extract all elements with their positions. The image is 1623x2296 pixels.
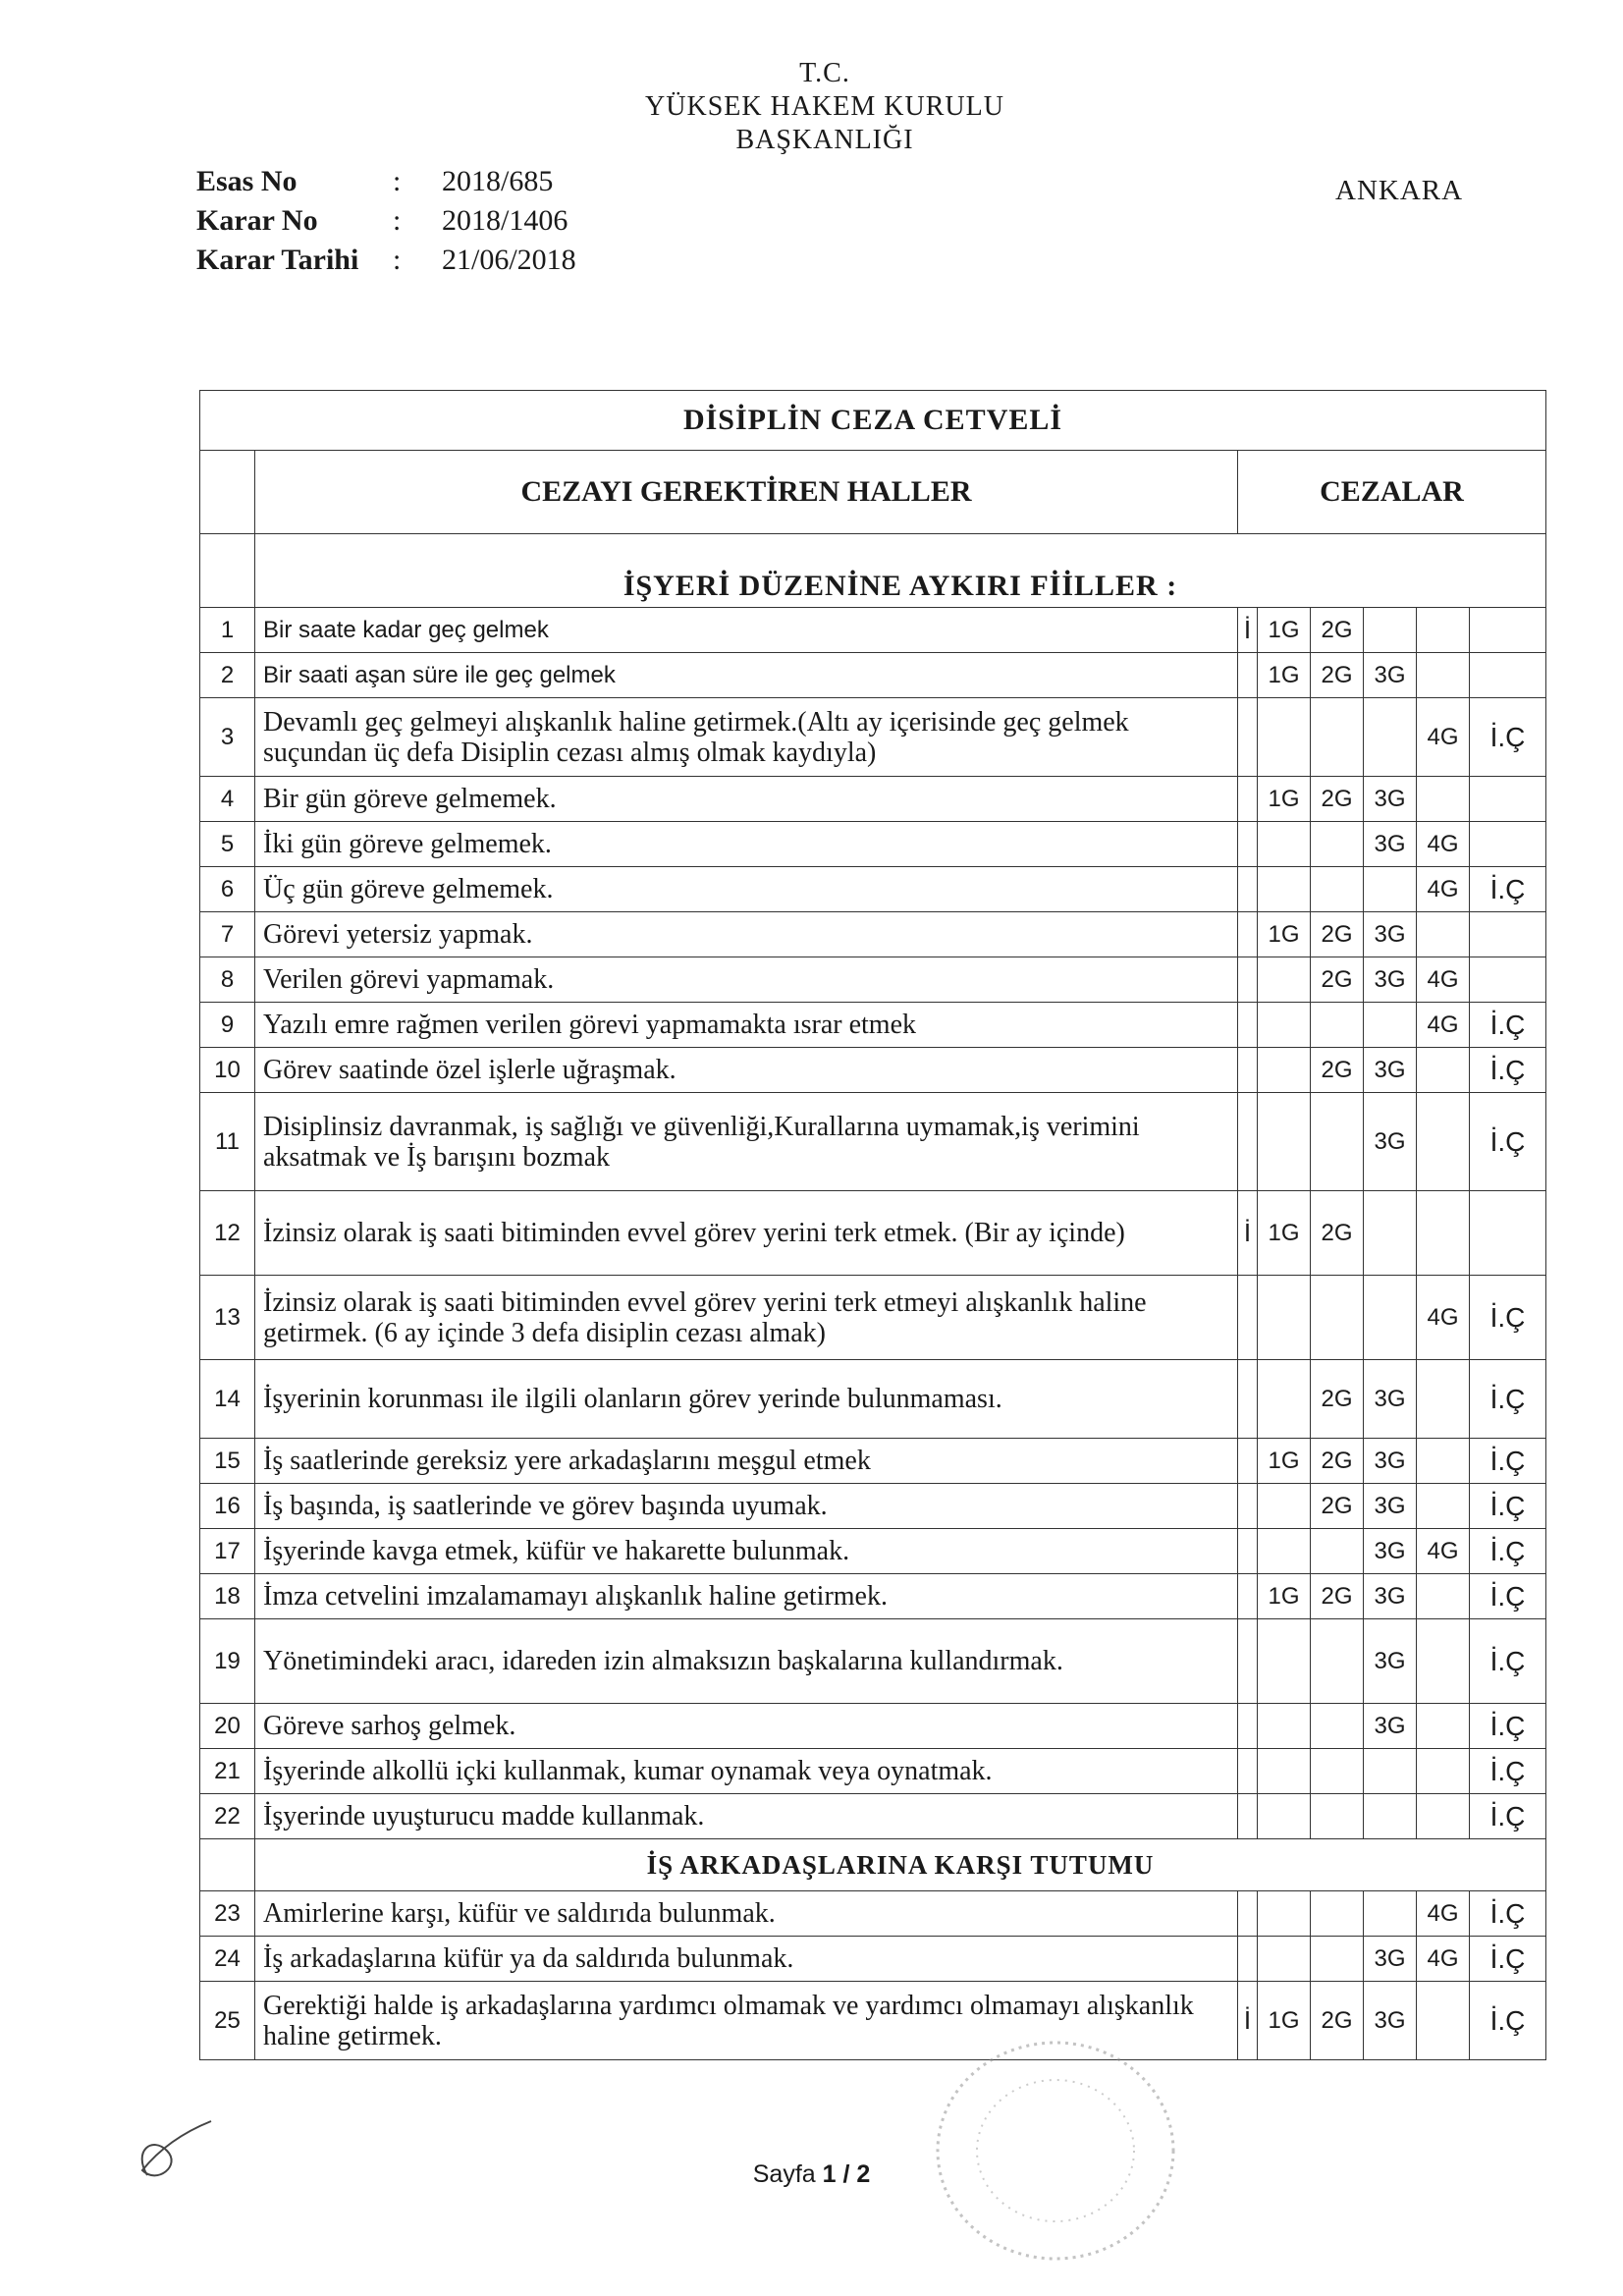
penalty-1g: 1G	[1258, 1191, 1311, 1276]
penalty-1g: 1G	[1258, 608, 1311, 653]
penalty-3g: 3G	[1364, 1484, 1417, 1529]
row-number: 24	[200, 1937, 255, 1982]
penalty-1g: 1G	[1258, 653, 1311, 698]
penalty-1g	[1258, 1093, 1311, 1191]
page-number: 1 / 2	[822, 2160, 871, 2188]
penalty-warning	[1238, 957, 1258, 1003]
penalty-dismissal: İ.Ç	[1470, 1093, 1546, 1191]
column-header-conditions: CEZAYI GEREKTİREN HALLER	[255, 451, 1238, 534]
penalty-4g	[1417, 1093, 1470, 1191]
penalty-dismissal	[1470, 822, 1546, 867]
penalty-4g: 4G	[1417, 822, 1470, 867]
offense-description: İşyerinde uyuşturucu madde kullanmak.	[255, 1794, 1238, 1839]
offense-description: İmza cetvelini imzalamamayı alışkanlık haline getirmek.	[255, 1574, 1238, 1619]
penalty-warning	[1238, 1439, 1258, 1484]
row-number: 14	[200, 1360, 255, 1439]
row-number: 25	[200, 1982, 255, 2060]
penalty-dismissal: İ.Ç	[1470, 1619, 1546, 1704]
row-number: 20	[200, 1704, 255, 1749]
penalty-3g	[1364, 698, 1417, 777]
penalty-3g: 3G	[1364, 777, 1417, 822]
penalty-3g	[1364, 867, 1417, 912]
table-row	[200, 1891, 1546, 1937]
penalty-3g: 3G	[1364, 1529, 1417, 1574]
penalty-4g	[1417, 1982, 1470, 2060]
table-row	[200, 1191, 1546, 1276]
city-label: ANKARA	[1335, 175, 1464, 206]
penalty-2g	[1311, 1749, 1364, 1794]
offense-description: Göreve sarhoş gelmek.	[255, 1704, 1238, 1749]
penalty-1g	[1258, 1794, 1311, 1839]
penalty-2g	[1311, 1619, 1364, 1704]
penalty-warning	[1238, 698, 1258, 777]
offense-description: Görev saatinde özel işlerle uğraşmak.	[255, 1048, 1238, 1093]
row-number: 5	[200, 822, 255, 867]
penalty-3g: 3G	[1364, 1360, 1417, 1439]
penalty-4g: 4G	[1417, 1003, 1470, 1048]
penalty-2g	[1311, 1529, 1364, 1574]
penalty-warning: İ	[1238, 1982, 1258, 2060]
table-row	[200, 608, 1546, 653]
penalty-dismissal: İ.Ç	[1470, 1439, 1546, 1484]
page-label: Sayfa	[752, 2160, 823, 2188]
penalty-2g: 2G	[1311, 912, 1364, 957]
penalty-3g: 3G	[1364, 1982, 1417, 2060]
penalty-2g	[1311, 1937, 1364, 1982]
penalty-2g	[1311, 1093, 1364, 1191]
penalty-1g	[1258, 698, 1311, 777]
offense-description: Bir gün göreve gelmemek.	[255, 777, 1238, 822]
penalty-warning	[1238, 1891, 1258, 1937]
meta-value: 2018/1406	[442, 204, 568, 237]
penalty-3g	[1364, 608, 1417, 653]
penalty-dismissal: İ.Ç	[1470, 1048, 1546, 1093]
penalty-4g	[1417, 1619, 1470, 1704]
header-line-tc: T.C.	[799, 58, 850, 88]
penalty-dismissal	[1470, 1191, 1546, 1276]
penalty-dismissal: İ.Ç	[1470, 1704, 1546, 1749]
offense-description: Verilen görevi yapmamak.	[255, 957, 1238, 1003]
penalty-warning	[1238, 1574, 1258, 1619]
row-number: 11	[200, 1093, 255, 1191]
penalty-4g	[1417, 1794, 1470, 1839]
table-row	[200, 1937, 1546, 1982]
row-number: 16	[200, 1484, 255, 1529]
offense-description: İş arkadaşlarına küfür ya da saldırıda bulunmak.	[255, 1937, 1238, 1982]
row-number: 10	[200, 1048, 255, 1093]
row-number: 21	[200, 1749, 255, 1794]
penalty-1g	[1258, 1619, 1311, 1704]
penalty-warning	[1238, 1048, 1258, 1093]
penalty-2g	[1311, 1704, 1364, 1749]
table-row	[200, 1360, 1546, 1439]
penalty-table	[199, 390, 1546, 2060]
meta-label: Karar No	[196, 204, 318, 237]
table-row	[200, 698, 1546, 777]
penalty-2g: 2G	[1311, 1191, 1364, 1276]
penalty-4g	[1417, 608, 1470, 653]
penalty-dismissal: İ.Ç	[1470, 1484, 1546, 1529]
official-seal-stamp	[908, 2023, 1203, 2278]
offense-description: Gerektiği halde iş arkadaşlarına yardımcı olmamak ve yardımcı olmamayı alışkanlık haline getirmek.	[255, 1982, 1238, 2060]
penalty-4g	[1417, 1439, 1470, 1484]
penalty-3g	[1364, 1794, 1417, 1839]
table-title: DİSİPLİN CEZA CETVELİ	[200, 391, 1546, 451]
penalty-2g	[1311, 1794, 1364, 1839]
penalty-dismissal: İ.Ç	[1470, 1276, 1546, 1360]
penalty-warning	[1238, 653, 1258, 698]
penalty-warning	[1238, 912, 1258, 957]
table-row	[200, 1048, 1546, 1093]
table-row	[200, 1439, 1546, 1484]
penalty-1g: 1G	[1258, 1439, 1311, 1484]
penalty-warning	[1238, 867, 1258, 912]
header-line-presidency: BAŞKANLIĞI	[735, 125, 914, 155]
penalty-dismissal: İ.Ç	[1470, 1891, 1546, 1937]
table-row	[200, 653, 1546, 698]
penalty-3g	[1364, 1276, 1417, 1360]
offense-description: Yazılı emre rağmen verilen görevi yapmamakta ısrar etmek	[255, 1003, 1238, 1048]
penalty-3g	[1364, 1749, 1417, 1794]
penalty-1g	[1258, 1360, 1311, 1439]
penalty-1g	[1258, 1749, 1311, 1794]
offense-description: Bir saati aşan süre ile geç gelmek	[255, 653, 1238, 698]
offense-description: İzinsiz olarak iş saati bitiminden evvel görev yerini terk etmeyi alışkanlık haline getirmek. (6 ay içinde 3 defa disiplin cezası almak)	[255, 1276, 1238, 1360]
table-row	[200, 777, 1546, 822]
penalty-dismissal: İ.Ç	[1470, 1937, 1546, 1982]
penalty-1g	[1258, 1529, 1311, 1574]
penalty-warning	[1238, 1529, 1258, 1574]
offense-description: İşyerinin korunması ile ilgili olanların görev yerinde bulunmaması.	[255, 1360, 1238, 1439]
penalty-1g	[1258, 1003, 1311, 1048]
meta-row-esas	[196, 162, 576, 201]
penalty-2g: 2G	[1311, 1574, 1364, 1619]
penalty-3g	[1364, 1191, 1417, 1276]
offense-description: İzinsiz olarak iş saati bitiminden evvel görev yerini terk etmek. (Bir ay içinde)	[255, 1191, 1238, 1276]
penalty-dismissal	[1470, 957, 1546, 1003]
offense-description: İş saatlerinde gereksiz yere arkadaşlarını meşgul etmek	[255, 1439, 1238, 1484]
penalty-1g: 1G	[1258, 912, 1311, 957]
penalty-4g: 4G	[1417, 1529, 1470, 1574]
penalty-2g: 2G	[1311, 1484, 1364, 1529]
table-row	[200, 1619, 1546, 1704]
offense-description: Görevi yetersiz yapmak.	[255, 912, 1238, 957]
table-row	[200, 1003, 1546, 1048]
penalty-4g	[1417, 777, 1470, 822]
penalty-1g: 1G	[1258, 1574, 1311, 1619]
penalty-2g: 2G	[1311, 957, 1364, 1003]
penalty-4g: 4G	[1417, 867, 1470, 912]
meta-sep: :	[393, 165, 402, 197]
penalty-4g	[1417, 1048, 1470, 1093]
penalty-warning	[1238, 777, 1258, 822]
penalty-3g: 3G	[1364, 1937, 1417, 1982]
penalty-dismissal: İ.Ç	[1470, 1574, 1546, 1619]
penalty-2g	[1311, 1891, 1364, 1937]
penalty-4g	[1417, 1574, 1470, 1619]
table-row	[200, 1484, 1546, 1529]
penalty-dismissal	[1470, 608, 1546, 653]
case-meta	[196, 162, 576, 280]
offense-description: İşyerinde alkollü içki kullanmak, kumar oynamak veya oynatmak.	[255, 1749, 1238, 1794]
penalty-warning	[1238, 1484, 1258, 1529]
offense-description: Disiplinsiz davranmak, iş sağlığı ve güvenliği,Kurallarına uymamak,iş verimini aksatmak ve İş barışını bozmak	[255, 1093, 1238, 1191]
penalty-3g: 3G	[1364, 822, 1417, 867]
penalty-dismissal	[1470, 777, 1546, 822]
header-blank-cell	[200, 451, 255, 534]
penalty-1g	[1258, 822, 1311, 867]
section-title-colleagues: İŞ ARKADAŞLARINA KARŞI TUTUMU	[255, 1839, 1546, 1891]
table-row	[200, 1749, 1546, 1794]
table-row	[200, 1093, 1546, 1191]
penalty-4g: 4G	[1417, 957, 1470, 1003]
penalty-3g: 3G	[1364, 1093, 1417, 1191]
offense-description: İş başında, iş saatlerinde ve görev başında uyumak.	[255, 1484, 1238, 1529]
meta-label: Karar Tarihi	[196, 244, 359, 276]
meta-row-tarih	[196, 241, 576, 280]
penalty-1g	[1258, 1048, 1311, 1093]
penalty-1g	[1258, 1891, 1311, 1937]
header-line-institution: YÜKSEK HAKEM KURULU	[645, 91, 1004, 122]
penalty-dismissal: İ.Ç	[1470, 698, 1546, 777]
penalty-warning: İ	[1238, 1191, 1258, 1276]
section-blank-cell	[200, 534, 255, 608]
penalty-2g: 2G	[1311, 653, 1364, 698]
row-number: 17	[200, 1529, 255, 1574]
penalty-3g: 3G	[1364, 1048, 1417, 1093]
penalty-4g	[1417, 912, 1470, 957]
row-number: 13	[200, 1276, 255, 1360]
penalty-3g: 3G	[1364, 653, 1417, 698]
table-row	[200, 1982, 1546, 2060]
penalty-3g	[1364, 1891, 1417, 1937]
row-number: 9	[200, 1003, 255, 1048]
row-number: 6	[200, 867, 255, 912]
penalty-dismissal	[1470, 653, 1546, 698]
meta-value: 2018/685	[442, 165, 554, 197]
signature-mark	[128, 2092, 236, 2190]
row-number: 12	[200, 1191, 255, 1276]
penalty-2g: 2G	[1311, 608, 1364, 653]
offense-description: İşyerinde kavga etmek, küfür ve hakarette bulunmak.	[255, 1529, 1238, 1574]
table-row	[200, 912, 1546, 957]
penalty-3g	[1364, 1003, 1417, 1048]
penalty-4g	[1417, 1360, 1470, 1439]
penalty-2g	[1311, 822, 1364, 867]
table-row	[200, 1574, 1546, 1619]
row-number: 18	[200, 1574, 255, 1619]
penalty-2g: 2G	[1311, 1982, 1364, 2060]
meta-label: Esas No	[196, 165, 298, 197]
penalty-4g: 4G	[1417, 1937, 1470, 1982]
penalty-1g	[1258, 1484, 1311, 1529]
row-number: 7	[200, 912, 255, 957]
penalty-dismissal: İ.Ç	[1470, 1360, 1546, 1439]
meta-value: 21/06/2018	[442, 244, 576, 276]
row-number: 1	[200, 608, 255, 653]
row-number: 22	[200, 1794, 255, 1839]
meta-sep: :	[393, 244, 402, 276]
penalty-4g: 4G	[1417, 698, 1470, 777]
document-header	[569, 57, 1080, 157]
penalty-2g	[1311, 1276, 1364, 1360]
penalty-warning	[1238, 1093, 1258, 1191]
penalty-2g	[1311, 1003, 1364, 1048]
penalty-3g: 3G	[1364, 1574, 1417, 1619]
penalty-1g	[1258, 1276, 1311, 1360]
row-number: 4	[200, 777, 255, 822]
penalty-4g	[1417, 1704, 1470, 1749]
penalty-4g: 4G	[1417, 1891, 1470, 1937]
row-number: 3	[200, 698, 255, 777]
table-row	[200, 867, 1546, 912]
penalty-3g: 3G	[1364, 1439, 1417, 1484]
penalty-2g: 2G	[1311, 1360, 1364, 1439]
penalty-warning	[1238, 822, 1258, 867]
penalty-warning: İ	[1238, 608, 1258, 653]
section-title-workplace: İŞYERİ DÜZENİNE AYKIRI FİİLLER :	[255, 534, 1546, 608]
penalty-4g	[1417, 1191, 1470, 1276]
table-row	[200, 1529, 1546, 1574]
penalty-2g: 2G	[1311, 1048, 1364, 1093]
section-blank-cell	[200, 1839, 255, 1891]
penalty-dismissal: İ.Ç	[1470, 1529, 1546, 1574]
penalty-2g	[1311, 867, 1364, 912]
penalty-dismissal: İ.Ç	[1470, 1794, 1546, 1839]
offense-description: Yönetimindeki aracı, idareden izin almaksızın başkalarına kullandırmak.	[255, 1619, 1238, 1704]
table-row	[200, 1794, 1546, 1839]
offense-description: Devamlı geç gelmeyi alışkanlık haline getirmek.(Altı ay içerisinde geç gelmek suçundan üç defa Disiplin cezası almış olmak kaydıyla)	[255, 698, 1238, 777]
penalty-4g	[1417, 1484, 1470, 1529]
offense-description: Amirlerine karşı, küfür ve saldırıda bulunmak.	[255, 1891, 1238, 1937]
penalty-4g: 4G	[1417, 1276, 1470, 1360]
table-row	[200, 1704, 1546, 1749]
penalty-dismissal	[1470, 912, 1546, 957]
offense-description: Bir saate kadar geç gelmek	[255, 608, 1238, 653]
penalty-dismissal: İ.Ç	[1470, 1003, 1546, 1048]
offense-description: Üç gün göreve gelmemek.	[255, 867, 1238, 912]
penalty-1g	[1258, 957, 1311, 1003]
row-number: 2	[200, 653, 255, 698]
penalty-warning	[1238, 1937, 1258, 1982]
penalty-3g: 3G	[1364, 957, 1417, 1003]
table-row	[200, 1276, 1546, 1360]
penalty-2g: 2G	[1311, 1439, 1364, 1484]
penalty-1g: 1G	[1258, 777, 1311, 822]
penalty-warning	[1238, 1003, 1258, 1048]
meta-row-karar	[196, 201, 576, 241]
penalty-1g	[1258, 867, 1311, 912]
penalty-warning	[1238, 1360, 1258, 1439]
penalty-1g	[1258, 1704, 1311, 1749]
penalty-dismissal: İ.Ç	[1470, 1749, 1546, 1794]
penalty-warning	[1238, 1794, 1258, 1839]
penalty-3g: 3G	[1364, 1704, 1417, 1749]
column-header-penalties: CEZALAR	[1238, 451, 1546, 534]
meta-sep: :	[393, 204, 402, 237]
penalty-4g	[1417, 1749, 1470, 1794]
row-number: 23	[200, 1891, 255, 1937]
penalty-4g	[1417, 653, 1470, 698]
penalty-dismissal: İ.Ç	[1470, 1982, 1546, 2060]
table-row	[200, 957, 1546, 1003]
penalty-warning	[1238, 1749, 1258, 1794]
row-number: 15	[200, 1439, 255, 1484]
penalty-1g	[1258, 1937, 1311, 1982]
penalty-3g: 3G	[1364, 912, 1417, 957]
table-row	[200, 822, 1546, 867]
penalty-1g: 1G	[1258, 1982, 1311, 2060]
row-number: 8	[200, 957, 255, 1003]
penalty-2g: 2G	[1311, 777, 1364, 822]
penalty-3g: 3G	[1364, 1619, 1417, 1704]
page-footer	[0, 2160, 1623, 2189]
penalty-dismissal: İ.Ç	[1470, 867, 1546, 912]
penalty-warning	[1238, 1704, 1258, 1749]
penalty-warning	[1238, 1276, 1258, 1360]
offense-description: İki gün göreve gelmemek.	[255, 822, 1238, 867]
row-number: 19	[200, 1619, 255, 1704]
penalty-warning	[1238, 1619, 1258, 1704]
penalty-2g	[1311, 698, 1364, 777]
